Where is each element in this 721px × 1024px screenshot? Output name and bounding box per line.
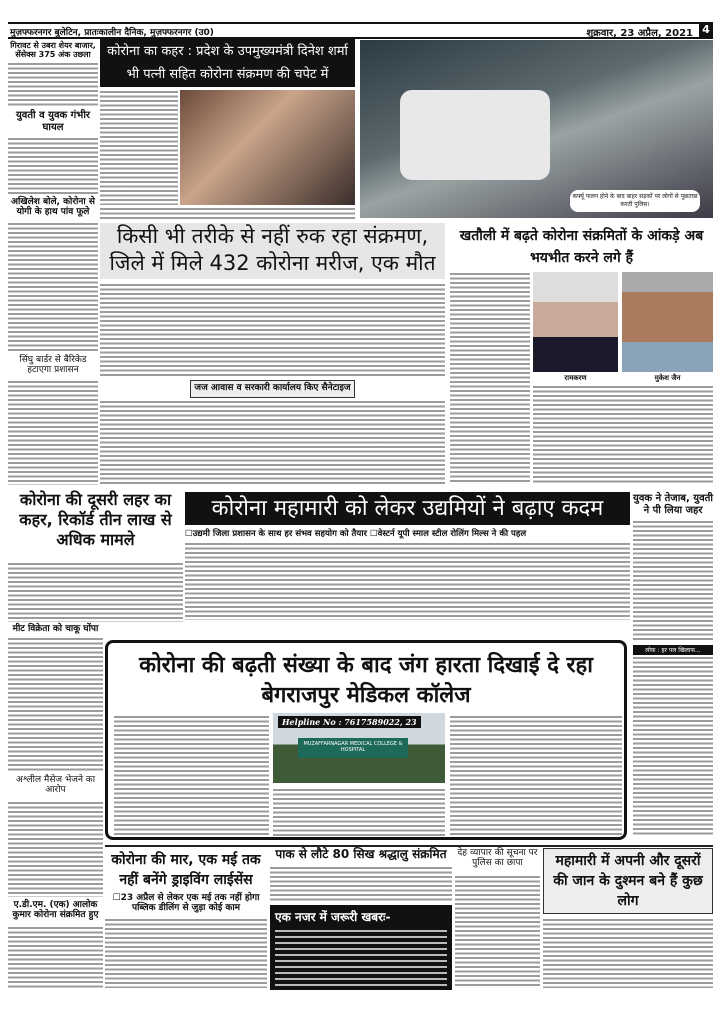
article-text bbox=[100, 283, 445, 378]
article-text bbox=[8, 62, 98, 108]
industry-banner-headline: कोरोना महामारी को लेकर उद्यमियों ने बढ़ाए कदम bbox=[185, 492, 630, 525]
photo-name: रामकरण bbox=[564, 374, 587, 382]
article-text bbox=[100, 207, 355, 221]
article-text bbox=[633, 520, 713, 640]
glance-list bbox=[275, 928, 447, 986]
glance-heading: एक नजर में जरूरी खबरः- bbox=[275, 910, 391, 924]
meat-seller-headline: मीट विक्रेता को चाकू घोंपा bbox=[12, 624, 99, 634]
masthead bbox=[8, 22, 713, 39]
paper-name: मुज़फ्फरनगर बुलेटिन, प्रातःकालीन दैनिक, मुज़फ्फरनगर (उ0) bbox=[10, 28, 214, 38]
minister-photo bbox=[180, 90, 355, 205]
adm-headline: ए.डी.एम. (एक) आलोक कुमार कोरोना संक्रमित हुए bbox=[12, 900, 99, 921]
article-text bbox=[100, 400, 445, 485]
subhead-2: वेस्टर्न यूपी स्माल स्टील रोलिंग मिल्स ने की पहल bbox=[377, 529, 527, 539]
person-photo-ramkaran bbox=[533, 272, 618, 372]
article-text bbox=[105, 918, 267, 988]
lead-headline: किसी भी तरीके से नहीं रुक रहा संक्रमण, जिले में मिले 432 कोरोना मरीज, एक मौत bbox=[100, 223, 445, 279]
article-text bbox=[100, 90, 178, 205]
singhu-headline: सिंघु बार्डर से बैरिकेड हटाएगा प्रशासन bbox=[19, 355, 87, 376]
article-text bbox=[533, 385, 713, 485]
car-shape bbox=[400, 90, 550, 180]
article-text bbox=[455, 875, 540, 988]
article-text bbox=[8, 222, 98, 352]
license-headline: कोरोना की मार, एक मई तक नहीं बनेंगे ड्राइविंग लाईसेंस bbox=[111, 852, 261, 888]
article-text bbox=[8, 637, 103, 772]
license-subhead-text: 23 अप्रैल से लेकर एक मई तक नहीं होगा पब्लिक डीलिंग से जुड़ा कोई काम bbox=[120, 893, 260, 914]
article-text bbox=[450, 272, 530, 484]
police-checking-photo bbox=[360, 40, 713, 218]
akhilesh-headline: अखिलेश बोले, कोरोना से योगी के हाथ पांव फूले bbox=[11, 197, 95, 218]
person-photo-mukesh bbox=[622, 272, 713, 372]
right-column-label: लोक : हर पल खिलाफ... bbox=[633, 645, 713, 655]
sensex-headline: गिरावट से उबरा शेयर बाजार, सेंसेक्स 375 अंक उछला bbox=[10, 41, 96, 60]
top-story-headline: कोरोना का कहर : प्रदेश के उपमुख्यमंत्री दिनेश शर्मा भी पत्नी सहित कोरोना संक्रमण की चपेट में bbox=[100, 39, 355, 87]
article-text bbox=[114, 715, 269, 835]
helpline-label: Helpline No : 7617589022, 23 bbox=[278, 716, 421, 728]
acid-headline: युवक ने तेजाब, युवती ने पी लिया जहर bbox=[633, 493, 713, 516]
article-text bbox=[8, 137, 98, 195]
article-text bbox=[185, 542, 630, 620]
subhead-1: उद्यमी जिला प्रशासन के साथ हर संभव सहयोग को तैयार bbox=[192, 529, 368, 539]
article-text bbox=[8, 801, 103, 897]
banner-subheads bbox=[185, 528, 630, 539]
license-subhead bbox=[105, 893, 267, 914]
glance-box bbox=[270, 905, 452, 990]
khatauli-headline: खतौली में बढ़ते कोरोना संक्रमितों के आंकड़े अब भयभीत करने लगे हैं bbox=[459, 228, 704, 266]
checkbox-bullet-icon: ☐ bbox=[369, 529, 378, 539]
photo-name: मुकेश जैन bbox=[654, 374, 681, 382]
checkbox-bullet-icon: ☐ bbox=[112, 893, 121, 903]
article-text bbox=[8, 380, 98, 485]
date: शुक्रवार, 23 अप्रैल, 2021 bbox=[586, 28, 693, 39]
article-text bbox=[633, 656, 713, 836]
enemy-headline: महामारी में अपनी और दूसरों की जान के दुश्मन बने हैं कुछ लोग bbox=[543, 848, 713, 914]
medical-college-photo bbox=[273, 713, 445, 783]
photo-caption: कर्फ्यू पालन होने के बाद बाहर सड़कों पर लोगों से पूछताछ करती पुलिस। bbox=[570, 190, 700, 212]
second-wave-headline: कोरोना की दूसरी लहर का कहर, रिकॉर्ड तीन लाख से अधिक मामले bbox=[19, 490, 172, 549]
medical-college-box bbox=[105, 640, 627, 840]
article-text bbox=[270, 866, 452, 902]
message-headline: अश्लील मैसेज भेजने का आरोप bbox=[15, 775, 96, 796]
article-text bbox=[8, 926, 103, 988]
injury-headline: युवती व युवक गंभीर घायल bbox=[15, 110, 91, 133]
pak-headline: पाक से लौटे 80 सिख श्रद्धालु संक्रमित bbox=[275, 847, 447, 861]
article-text bbox=[273, 788, 445, 836]
sanitize-headline: जज आवास व सरकारी कार्यालय किए सैनेटाइज bbox=[190, 380, 355, 398]
raid-headline: देह व्यापार की सूचना पर पुलिस का छापा bbox=[457, 848, 538, 869]
article-text bbox=[543, 918, 713, 988]
article-text bbox=[450, 715, 622, 835]
medical-college-headline: कोरोना की बढ़ती संख्या के बाद जंग हारता दिखाई दे रहा बेगराजपुर मेडिकल कॉलेज bbox=[139, 653, 593, 708]
college-sign: MUZAFFARNAGAR MEDICAL COLLEGE & HOSPITAL bbox=[298, 738, 408, 758]
article-text bbox=[8, 562, 183, 622]
checkbox-bullet-icon: ☐ bbox=[185, 529, 193, 539]
page-number: 4 bbox=[699, 23, 713, 38]
